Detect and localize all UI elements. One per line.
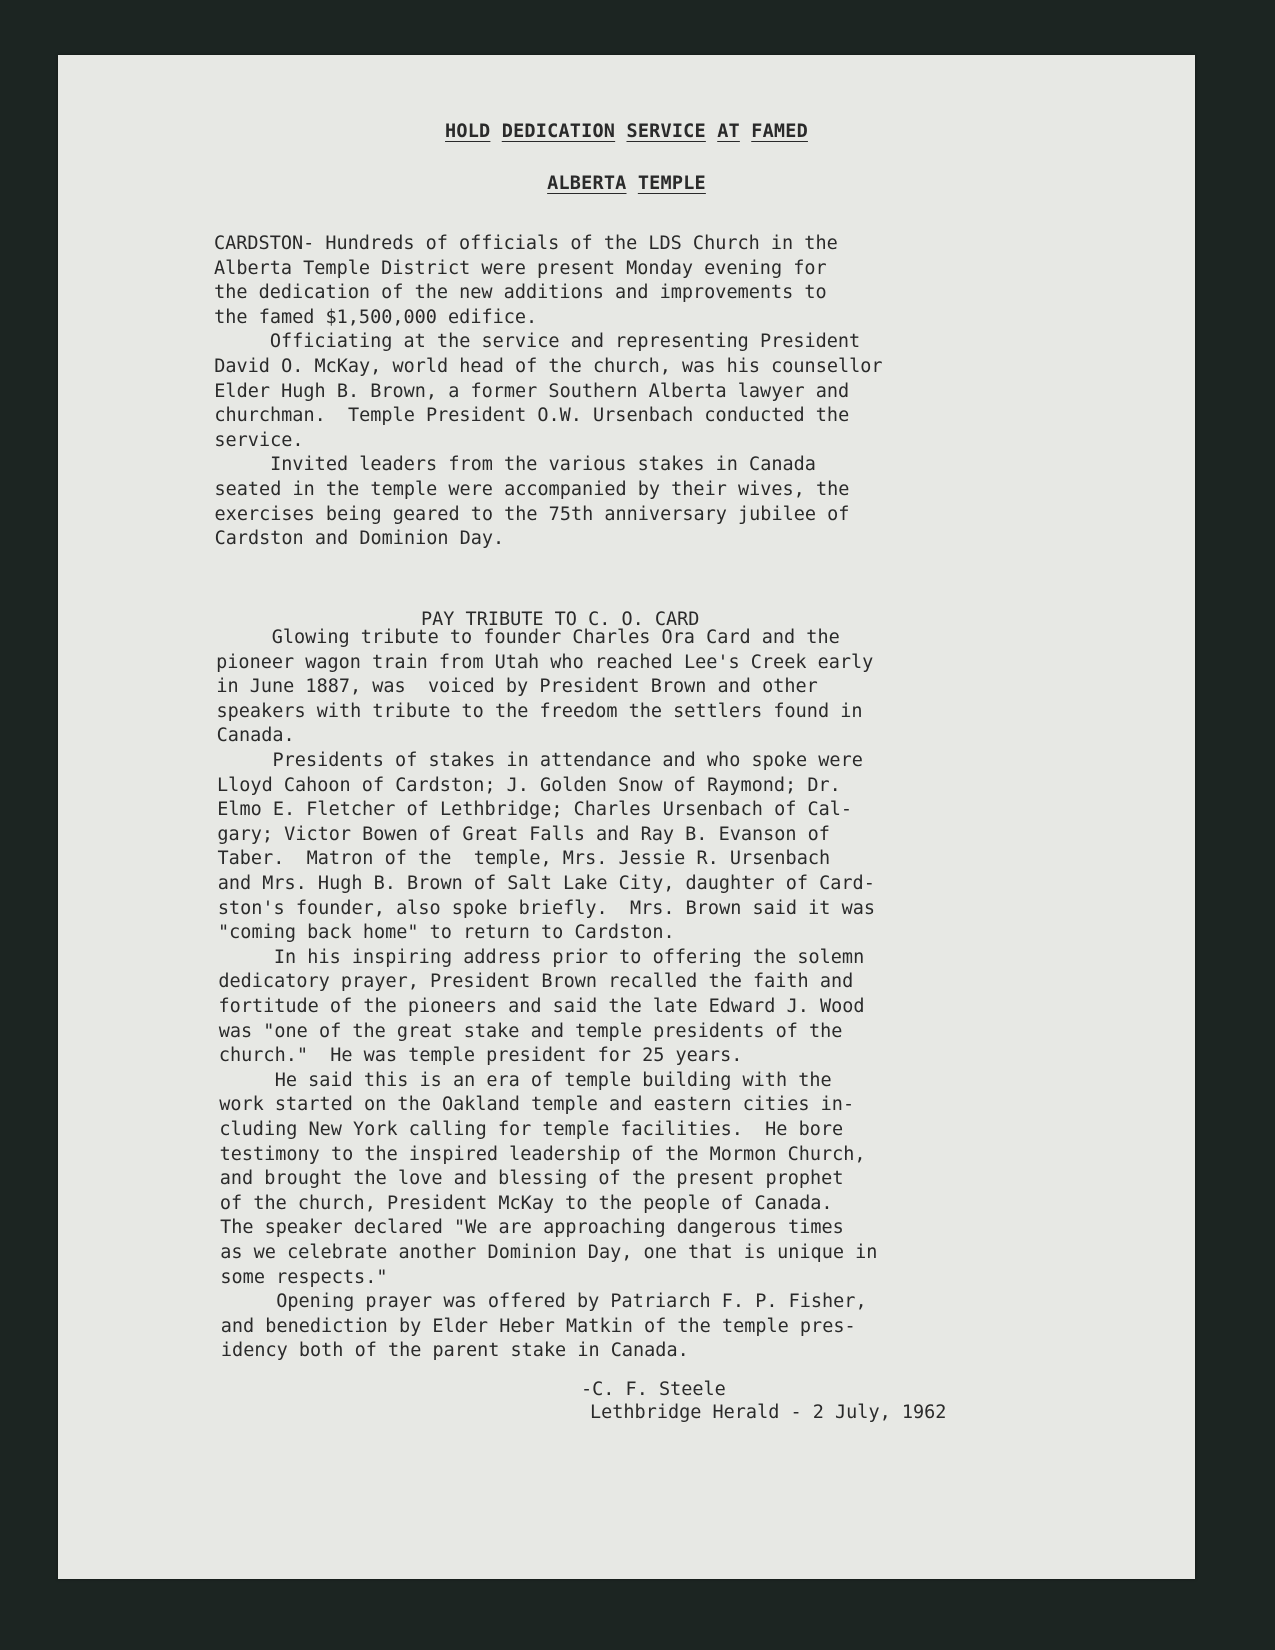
subheading: PAY TRIBUTE TO C. O. CARD	[421, 609, 700, 630]
signature-source: Lethbridge Herald - 2 July, 1962	[590, 1402, 947, 1423]
headline-word: AT	[717, 121, 740, 142]
text-line: the dedication of the new additions and improvements to	[214, 282, 827, 304]
headline-line-1	[58, 121, 1195, 142]
text-line: Glowing tribute to founder Charles Ora Card and the	[216, 627, 840, 648]
document-page	[58, 55, 1195, 1579]
text-line: idency both of the parent stake in Canada.	[220, 1340, 689, 1362]
headline-word: DEDICATION	[501, 121, 616, 142]
text-line: churchman. Temple President O.W. Ursenbach conducted the	[214, 405, 850, 427]
text-line: and brought the love and blessing of the present prophet	[219, 1168, 844, 1190]
text-line: and Mrs. Hugh B. Brown of Salt Lake City, daughter of Card-	[217, 873, 875, 894]
headline-word: HOLD	[445, 121, 491, 142]
headline-word: ALBERTA	[547, 173, 627, 194]
text-line: the famed $1,500,000 edifice.	[214, 306, 538, 328]
text-line: of the church, President McKay to the people of Canada.	[219, 1192, 833, 1214]
headline-line-2	[58, 173, 1195, 194]
text-line: Elmo E. Fletcher of Lethbridge; Charles Ursenbach of Cal-	[217, 799, 853, 821]
text-line: Presidents of stakes in attendance and who spoke were	[216, 750, 863, 771]
text-line: Alberta Temple District were present Monday evening for	[214, 257, 827, 279]
signature-author: -C. F. Steele	[581, 1379, 726, 1400]
text-line: Invited leaders from the various stakes in Canada	[214, 454, 816, 476]
text-line: dedicatory prayer, President Brown recalled the faith and	[218, 971, 854, 993]
text-line: fortitude of the pioneers and said the late Edward J. Wood	[218, 996, 865, 1017]
text-line: The speaker declared "We are approaching dangerous times	[220, 1217, 844, 1239]
text-line: Taber. Matron of the temple, Mrs. Jessie R. Ursenbach	[217, 848, 831, 870]
text-line: Cardston and Dominion Day.	[214, 528, 505, 550]
text-line: seated in the temple were accompanied by their wives, the	[214, 479, 850, 500]
text-line: gary; Victor Bowen of Great Falls and Ray B. Evanson of	[217, 823, 830, 845]
text-line: CARDSTON- Hundreds of officials of the LDS Church in the	[214, 233, 838, 254]
text-line: in June 1887, was voiced by President Brown and other	[216, 676, 818, 698]
text-line: work started on the Oakland temple and eastern cities in-	[219, 1094, 855, 1116]
text-line: speakers with tribute to the freedom the settlers found in	[216, 700, 863, 722]
text-line: testimony to the inspired leadership of the Mormon Church,	[219, 1143, 866, 1165]
text-line: was "one of the great stake and temple presidents of the	[218, 1020, 843, 1042]
text-line: ston's founder, also spoke briefly. Mrs. Brown said it was	[217, 897, 875, 919]
headline-word: SERVICE	[626, 121, 706, 142]
text-line: Officiating at the service and representing President	[214, 331, 861, 353]
text-line: "coming back home" to return to Cardston.	[218, 922, 675, 944]
text-line: exercises being geared to the 75th anniversary jubilee of	[214, 503, 850, 525]
text-line: and benediction by Elder Heber Matkin of the temple pres-	[220, 1315, 856, 1337]
text-line: as we celebrate another Dominion Day, one that is unique in	[220, 1242, 878, 1263]
text-line: He said this is an era of temple building with the	[219, 1069, 832, 1091]
text-line: some respects."	[220, 1266, 388, 1288]
headline-word: TEMPLE	[637, 173, 706, 194]
text-line: service.	[214, 429, 304, 451]
headline-word: FAMED	[751, 121, 808, 142]
text-line: In his inspiring address prior to offering the solemn	[218, 946, 865, 968]
text-line: church." He was temple president for 25 years.	[218, 1045, 743, 1067]
text-line: Opening prayer was offered by Patriarch F. P. Fisher,	[220, 1291, 867, 1313]
text-line: Elder Hugh B. Brown, a former Southern Alberta lawyer and	[214, 380, 850, 402]
text-line: David O. McKay, world head of the church, was his counsellor	[214, 356, 883, 377]
text-line: Canada.	[216, 725, 295, 747]
text-line: pioneer wagon train from Utah who reached Lee's Creek early	[216, 651, 874, 673]
text-line: Lloyd Cahoon of Cardston; J. Golden Snow of Raymond; Dr.	[217, 774, 841, 796]
text-line: cluding New York calling for temple facilities. He bore	[219, 1119, 844, 1140]
